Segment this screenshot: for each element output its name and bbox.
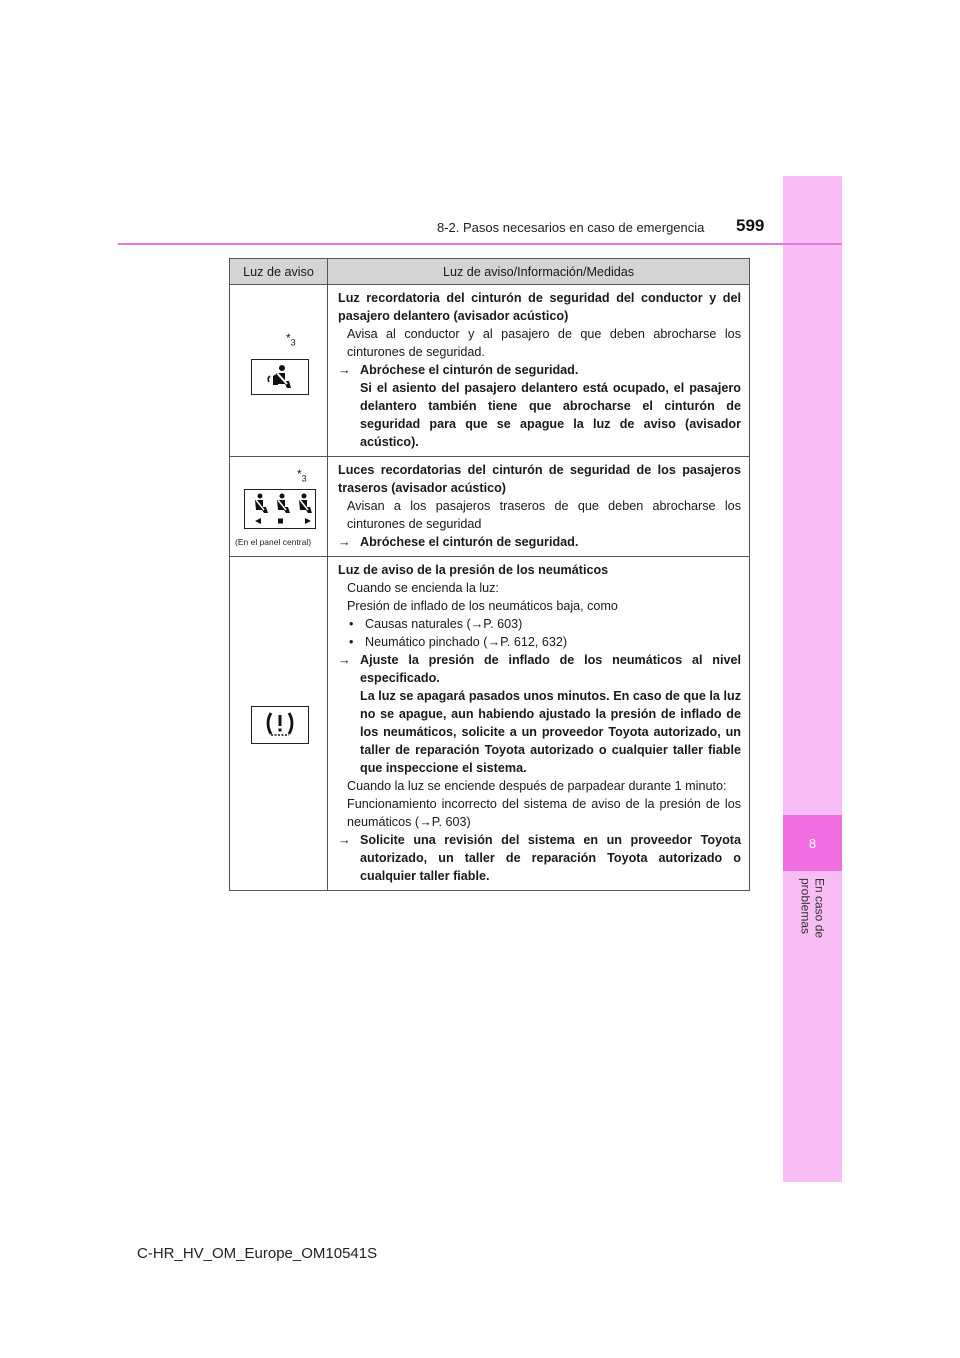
- arrow-icon: →: [338, 363, 351, 377]
- warning-title: Luces recordatorias del cinturón de seguridad de los pasajeros traseros (avisador acústico): [338, 463, 741, 495]
- action-line: [338, 361, 741, 379]
- page-number: 599: [736, 216, 765, 235]
- seatbelt-reminder-icon: [251, 359, 309, 395]
- info-cell: [328, 457, 750, 557]
- chapter-title-text: En caso de problemas: [798, 878, 827, 939]
- table-row: [230, 457, 750, 557]
- footnote-marker: $*_3$: [286, 331, 296, 348]
- condition-2-description: Funcionamiento incorrecto del sistema de aviso de la presión de los neumáticos (→P. 603): [347, 797, 741, 829]
- action-line: [338, 651, 741, 687]
- arrow-icon: →: [338, 653, 351, 667]
- document-code: C-HR_HV_OM_Europe_OM10541S: [137, 1245, 378, 1262]
- action-detail: La luz se apagará pasados unos minutos. En caso de que la luz no se apague, aun habiendo ajustado la presión de inflado de los neumáticos, solicite a un proveedor Toyota autorizado, un taller de reparación Toyota autorizado o cualquier taller fiable que inspeccione el sistema.: [360, 689, 741, 775]
- tire-pressure-warning-icon: [251, 706, 309, 744]
- info-cell: [328, 285, 750, 457]
- header-rule: [118, 243, 842, 245]
- table-row: [230, 285, 750, 457]
- chapter-title: [783, 878, 842, 988]
- condition-2: Cuando la luz se enciende después de parpadear durante 1 minuto:: [347, 779, 727, 793]
- condition-1-description: Presión de inflado de los neumáticos baja, como: [347, 599, 618, 613]
- chapter-side-tab: [783, 176, 842, 1182]
- col-header-warning-light: Luz de aviso: [230, 259, 328, 285]
- footnote-marker: $*_3$: [297, 467, 307, 484]
- info-cell: [328, 557, 750, 891]
- list-item: • Causas naturales (→P. 603): [349, 617, 523, 631]
- table-row: [230, 557, 750, 891]
- rear-seatbelt-reminder-icon: [244, 489, 316, 529]
- warning-description: Avisa al conductor y al pasajero de que deben abrocharse los cinturones de seguridad.: [347, 327, 741, 359]
- action-line: [338, 533, 741, 551]
- section-title: 8-2. Pasos necesarios en caso de emergencia: [437, 220, 705, 235]
- action-text: Solicite una revisión del sistema en un proveedor Toyota autorizado, un taller de reparación Toyota autorizado o cualquier taller fiable.: [360, 833, 741, 883]
- arrow-icon: →: [338, 535, 351, 549]
- list-item: • Neumático pinchado (→P. 612, 632): [349, 635, 568, 649]
- warning-lights-table: [229, 258, 750, 891]
- icon-cell: [230, 557, 328, 891]
- warning-title: Luz de aviso de la presión de los neumáticos: [338, 563, 609, 577]
- bullet-text: Neumático pinchado (→P. 612, 632): [365, 635, 568, 649]
- warning-description: Avisan a los pasajeros traseros de que deben abrocharse los cinturones de seguridad: [347, 499, 741, 531]
- chapter-number: 8: [783, 815, 842, 871]
- condition-1: Cuando se encienda la luz:: [347, 581, 499, 595]
- action-detail: Si el asiento del pasajero delantero está ocupado, el pasajero delantero también tiene que abrocharse el cinturón de seguridad para que se apague la luz de aviso (avisador acústico).: [360, 381, 741, 449]
- action-line: [338, 831, 741, 885]
- icon-cell: [230, 457, 328, 557]
- col-header-info: Luz de aviso/Información/Medidas: [328, 259, 750, 285]
- warning-title: Luz recordatoria del cinturón de seguridad del conductor y del pasajero delantero (avisador acústico): [338, 291, 741, 323]
- action-text: Ajuste la presión de inflado de los neumáticos al nivel especificado.: [360, 653, 741, 685]
- action-text: Abróchese el cinturón de seguridad.: [360, 535, 579, 549]
- bullet-text: Causas naturales (→P. 603): [365, 617, 523, 631]
- icon-cell: [230, 285, 328, 457]
- arrow-icon: →: [338, 833, 351, 847]
- icon-caption: (En el panel central): [235, 537, 312, 547]
- action-text: Abróchese el cinturón de seguridad.: [360, 363, 579, 377]
- table-header-row: [230, 259, 750, 285]
